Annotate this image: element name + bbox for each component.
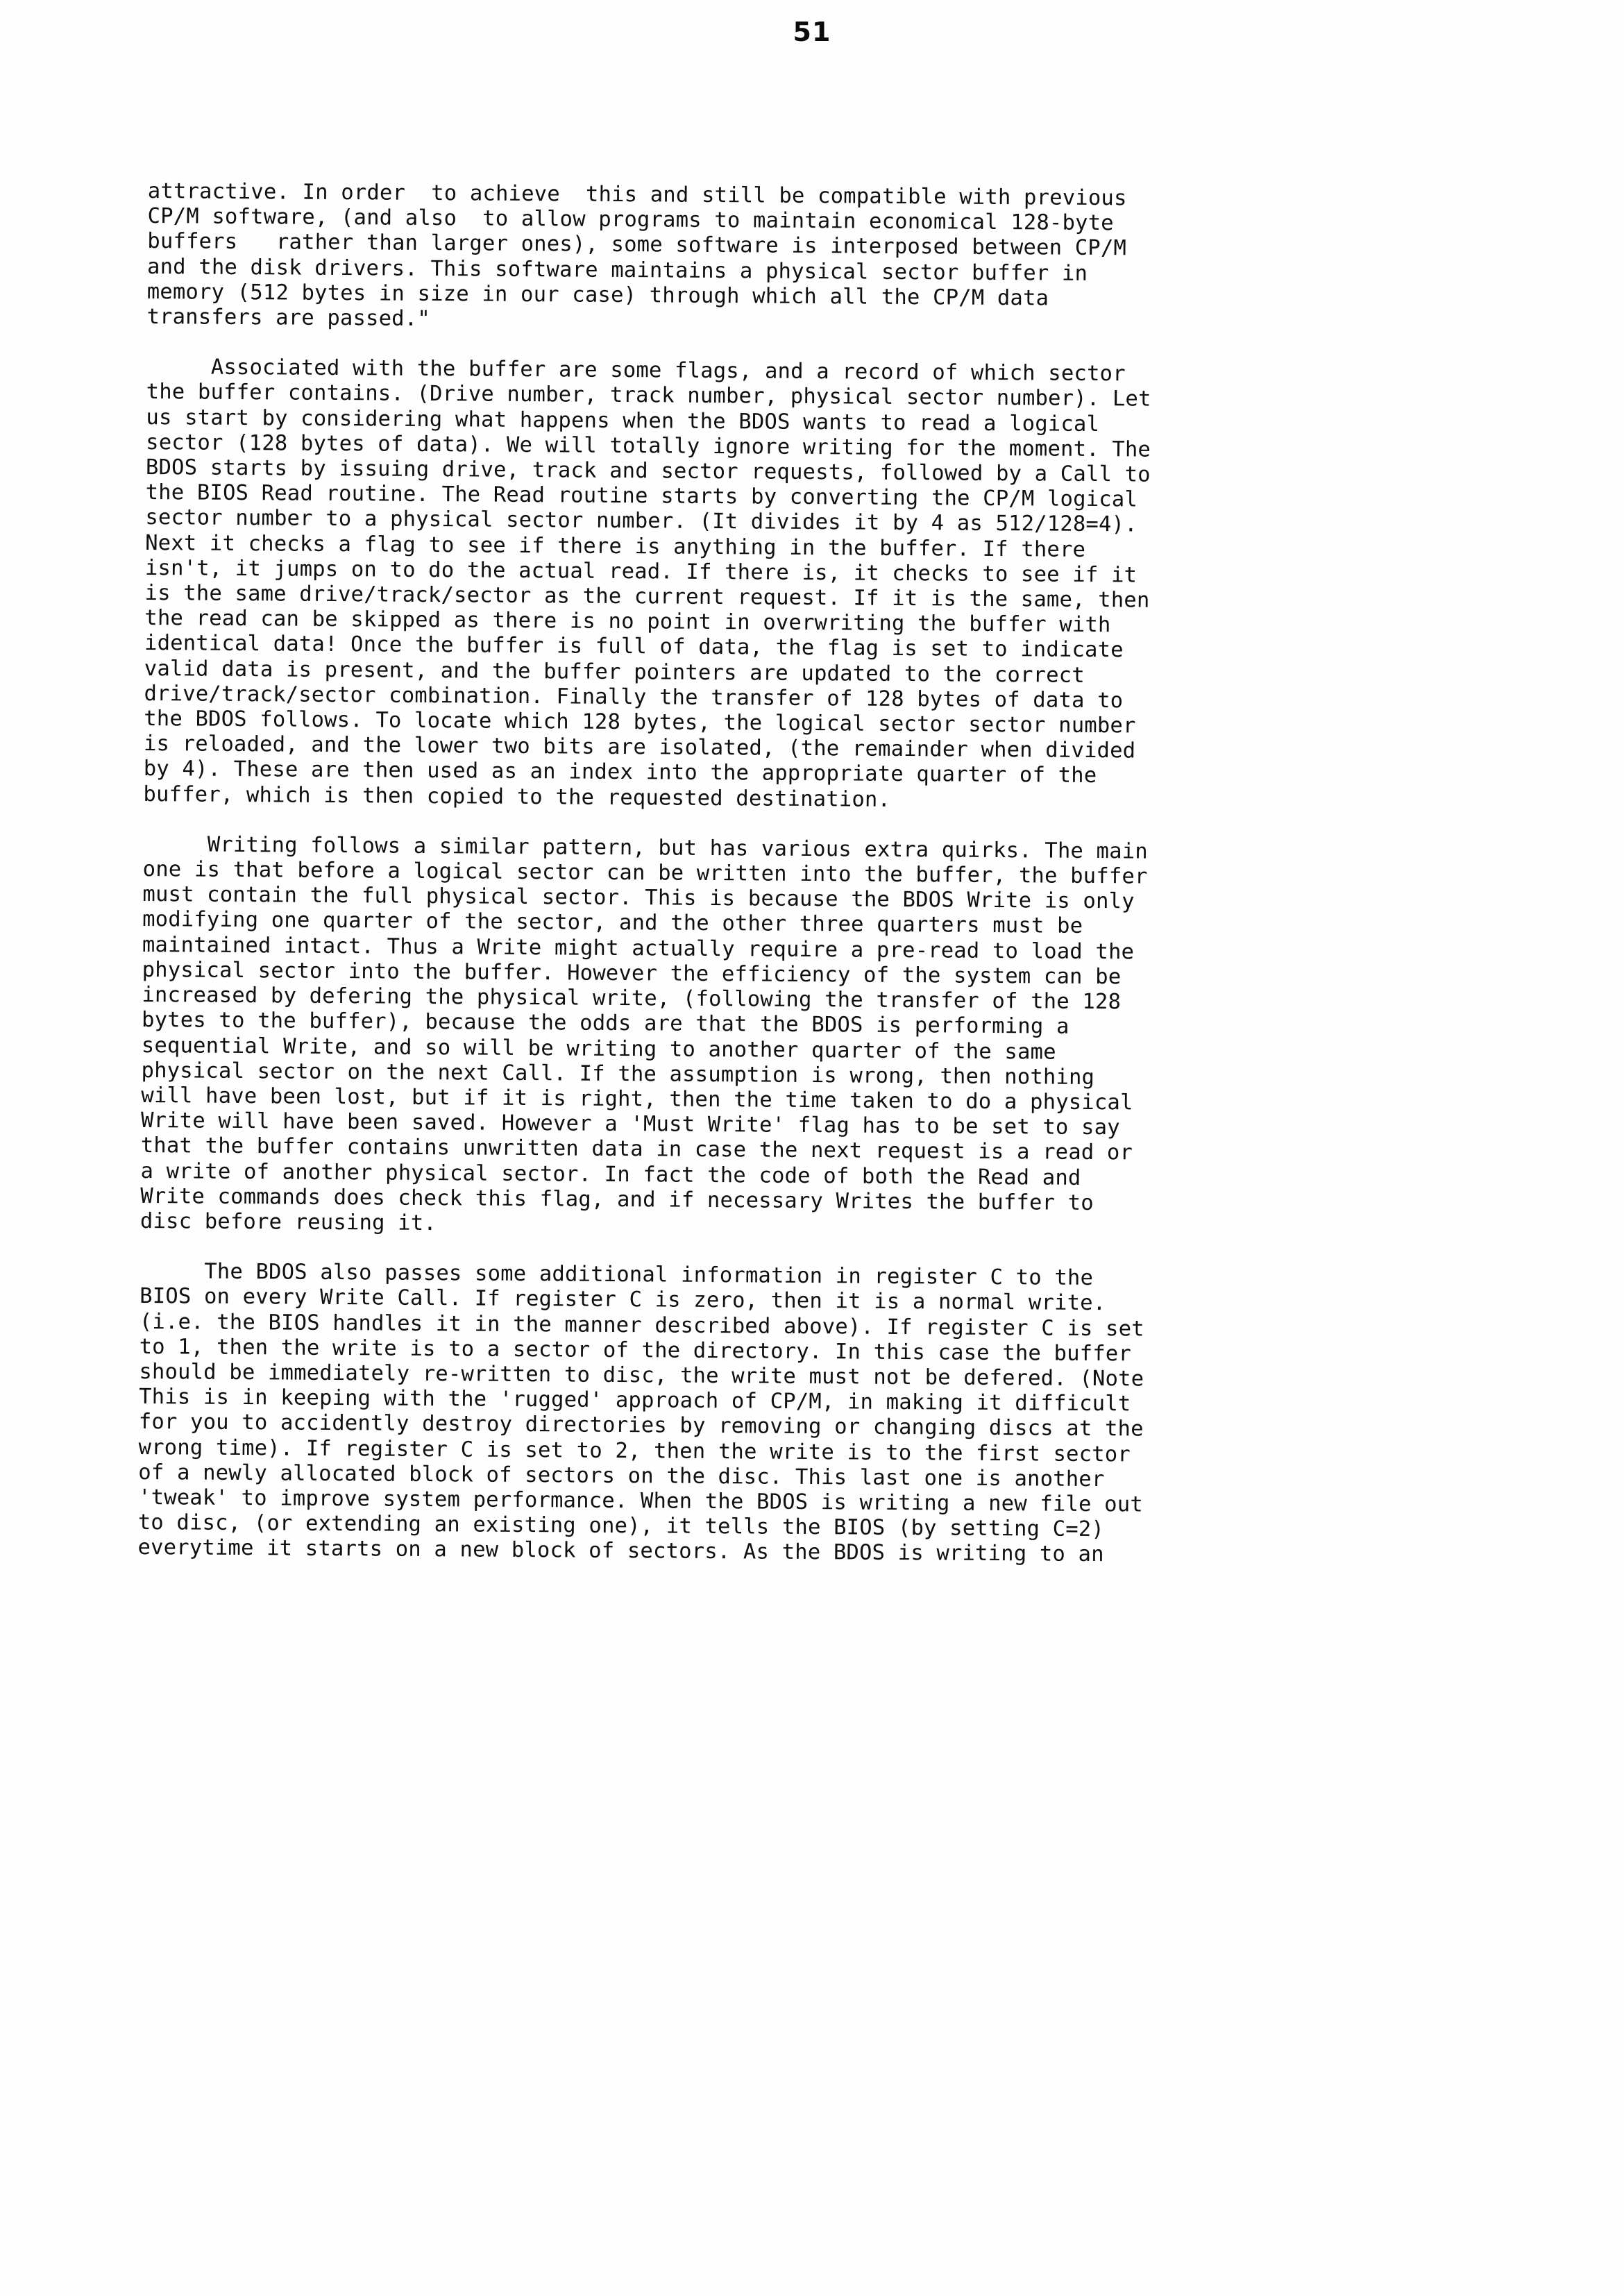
paragraph-bdos-register-c: The BDOS also passes some additional information in register C to the BIOS on every Write Call. If register C is zero, then it is a normal write. (i.e. the BIOS handles it in the manner described above). If register C is set to 1, then the write is to a sector of the directory. In this case the buffer should be immediately re-written to disc, the write must not be defered. (Note This is in keeping with the 'rugged' approach of CP/M, in making it difficult for you to accidently destroy directories by removing or changing discs at the wrong time). If register C is set to 2, then the write is to the first sector of a newly allocated block of sectors on the disc. This last one is another 'tweak' to improve system performance. When the BDOS is writing a new file out to disc, (or extending an existing one), it tells the BIOS (by setting C=2) everytime it starts on a new block of sectors. As the BDOS is writing to an xyxy=(137,1259,1144,1567)
page-body-text xyxy=(137,179,1501,1571)
paragraph-attractive: attractive. In order to achieve this and still be compatible with previous CP/M software, (and also to allow programs to maintain economical 128-byte buffers rather than larger ones), some software is interposed between CP/M and the disk drivers. This software maintains a physical sector buffer in memory (512 bytes in size in our case) through which all the CP/M data transfers are passed." xyxy=(146,179,1127,332)
paragraph-associated: Associated with the buffer are some flags, and a record of which sector the buffer contains. (Drive number, track number, physical sector number). Let us start by considering what happens when the BDOS wants to read a logical sector (128 bytes of data). We will totally ignore writing for the moment. The BDOS starts by issuing drive, track and sector requests, followed by a Call to the BIOS Read routine. The Read routine starts by converting the CP/M logical sector number to a physical sector number. (It divides it by 4 as 512/128=4). Next it checks a flag to see if there is anything in the buffer. If there isn't, it jumps on to do the actual read. If there is, it checks to see if it is the same drive/track/sector as the current request. If it is the same, then the read can be skipped as there is no point in overwriting the buffer with identical data! Once the buffer is full of data, the flag is set to indicate valid data is present, and the buffer pointers are updated to the correct drive/track/sector combination. Finally the transfer of 128 bytes of data to the BDOS follows. To locate which 128 bytes, the logical sector sector number is reloaded, and the lower two bits are isolated, (the remainder when divided by 4). These are then used as an index into the appropriate quarter of the buffer, which is then copied to the requested destination. xyxy=(143,355,1151,812)
page-number: 51 xyxy=(793,17,831,47)
paragraph-writing: Writing follows a similar pattern, but has various extra quirks. The main one is that before a logical sector can be written into the buffer, the buffer must contain the full physical sector. This is because the BDOS Write is only modifying one quarter of the sector, and the other three quarters must be maintained intact. Thus a Write might actually require a pre-read to load the physical sector into the buffer. However the efficiency of the system can be increased by defering the physical write, (following the transfer of the 128 bytes to the buffer), because the odds are that the BDOS is performing a sequential Write, and so will be writing to another quarter of the same physical sector on the next Call. If the assumption is wrong, then nothing will have been lost, but if it is right, then the time taken to do a physical Write will have been saved. However a 'Must Write' flag has to be set to say that the buffer contains unwritten data in case the next request is a read or a write of another physical sector. In fact the code of both the Read and Write commands does check this flag, and if necessary Writes the buffer to disc before reusing it. xyxy=(139,832,1148,1236)
